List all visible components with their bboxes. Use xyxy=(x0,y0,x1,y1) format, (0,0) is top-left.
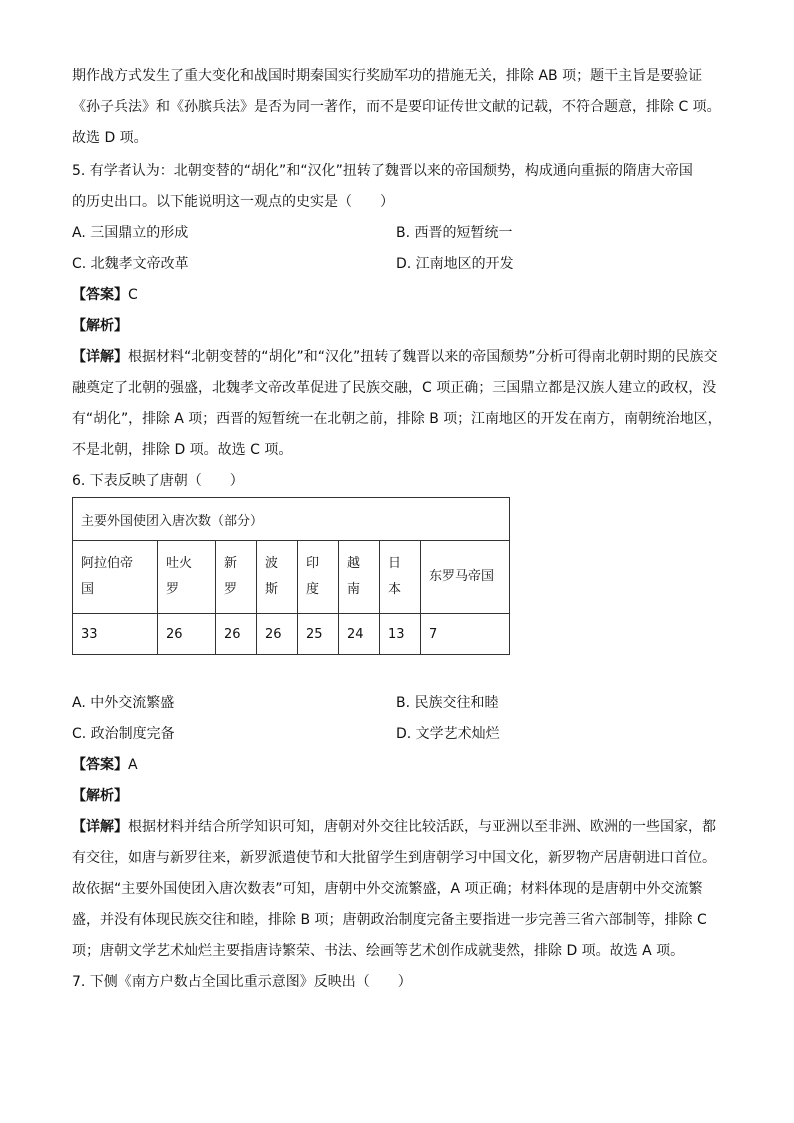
table-caption: 主要外国使团入唐次数（部分） xyxy=(73,498,510,541)
question-5-stem: 5. 有学者认为：北朝变替的“胡化”和“汉化”扭转了魏晋以来的帝国颓势，构成通向重振的隋唐大帝国 xyxy=(72,163,693,179)
question-5-detail: 不是北朝，排除 D 项。故选 C 项。 xyxy=(72,442,293,458)
question-5-option-c: C. 北魏孝文帝改革 xyxy=(72,256,189,272)
paragraph-line: 故选 D 项。 xyxy=(72,130,148,146)
table-header-cell: 吐火 罗 xyxy=(158,541,216,614)
question-6-answer xyxy=(72,755,138,775)
question-5-stem: 的历史出口。以下能说明这一观点的史实是（ ） xyxy=(72,194,394,210)
analysis-label: 【解析】 xyxy=(72,788,128,804)
question-6-detail: 故依据“主要外国使团入唐次数表”可知，唐朝中外交流繁盛，A 项正确；材料体现的是唐朝中外交流繁 xyxy=(72,881,703,897)
table-cell: 13 xyxy=(380,614,421,655)
question-7-stem: 7. 下侧《南方户数占全国比重示意图》反映出（ ） xyxy=(72,974,412,990)
paragraph-line: 《孙子兵法》和《孙膑兵法》是否为同一著作，而不是要印证传世文献的记载，不符合题意，排除 C 项。 xyxy=(72,99,721,115)
question-5-detail: 融奠定了北朝的强盛，北魏孝文帝改革促进了民族交融，C 项正确；三国鼎立都是汉族人建立的政权，没 xyxy=(72,380,717,396)
analysis-label: 【解析】 xyxy=(72,318,128,334)
table-header-cell: 越 南 xyxy=(339,541,380,614)
table-header-cell: 波 斯 xyxy=(257,541,298,614)
detail-label: 【详解】 xyxy=(72,819,128,835)
table-cell: 25 xyxy=(298,614,339,655)
table-header-cell: 日 本 xyxy=(380,541,421,614)
table-cell: 26 xyxy=(216,614,257,655)
answer-value: C xyxy=(128,287,138,303)
table-cell: 26 xyxy=(257,614,298,655)
question-6-option-b: B. 民族交往和睦 xyxy=(396,695,499,711)
detail-text: 根据材料“北朝变替的“胡化”和“汉化”扭转了魏晋以来的帝国颓势”分析可得南北朝时期的民族交 xyxy=(128,349,718,365)
question-5-analysis-label xyxy=(72,316,128,336)
question-6-analysis-label xyxy=(72,786,128,806)
table-header-cell: 新 罗 xyxy=(216,541,257,614)
table-row xyxy=(73,614,510,655)
question-5-answer xyxy=(72,285,138,305)
question-6-option-a: A. 中外交流繁盛 xyxy=(72,695,175,711)
table-cell: 24 xyxy=(339,614,380,655)
question-6-option-c: C. 政治制度完备 xyxy=(72,726,175,742)
table-cell: 26 xyxy=(158,614,216,655)
question-5-option-d: D. 江南地区的开发 xyxy=(396,256,514,272)
table-header-cell: 东罗马帝国 xyxy=(421,541,510,614)
paragraph-line: 期作战方式发生了重大变化和战国时期秦国实行奖励军功的措施无关，排除 AB 项；题干主旨是要验证 xyxy=(72,68,703,84)
question-6-detail xyxy=(72,817,716,837)
table-cell: 33 xyxy=(73,614,158,655)
question-6-stem: 6. 下表反映了唐朝（ ） xyxy=(72,473,244,489)
answer-label: 【答案】 xyxy=(72,757,128,773)
answer-label: 【答案】 xyxy=(72,287,128,303)
question-5-option-a: A. 三国鼎立的形成 xyxy=(72,225,189,241)
answer-value: A xyxy=(128,757,138,773)
question-6-option-d: D. 文学艺术灿烂 xyxy=(396,726,500,742)
question-5-detail xyxy=(72,347,718,367)
table-header-row xyxy=(73,541,510,614)
question-6-detail: 有交往，如唐与新罗往来，新罗派遣使节和大批留学生到唐朝学习中国文化，新罗物产居唐朝进口首位。 xyxy=(72,850,716,866)
embassy-table xyxy=(72,497,510,655)
detail-text: 根据材料并结合所学知识可知，唐朝对外交往比较活跃，与亚洲以至非洲、欧洲的一些国家，都 xyxy=(128,819,716,835)
table-cell: 7 xyxy=(421,614,510,655)
question-5-option-b: B. 西晋的短暂统一 xyxy=(396,225,513,241)
question-5-detail: 有“胡化”，排除 A 项；西晋的短暂统一在北朝之前，排除 B 项；江南地区的开发在南方，南朝统治地区， xyxy=(72,411,722,427)
table-header-cell: 阿拉伯帝 国 xyxy=(73,541,158,614)
detail-label: 【详解】 xyxy=(72,349,128,365)
question-6-detail: 项；唐朝文学艺术灿烂主要指唐诗繁荣、书法、绘画等艺术创作成就斐然，排除 D 项。故选 A 项。 xyxy=(72,943,685,959)
question-6-detail: 盛，并没有体现民族交往和睦，排除 B 项；唐朝政治制度完备主要指进一步完善三省六部制等，排除 C xyxy=(72,912,707,928)
table-header-cell: 印 度 xyxy=(298,541,339,614)
